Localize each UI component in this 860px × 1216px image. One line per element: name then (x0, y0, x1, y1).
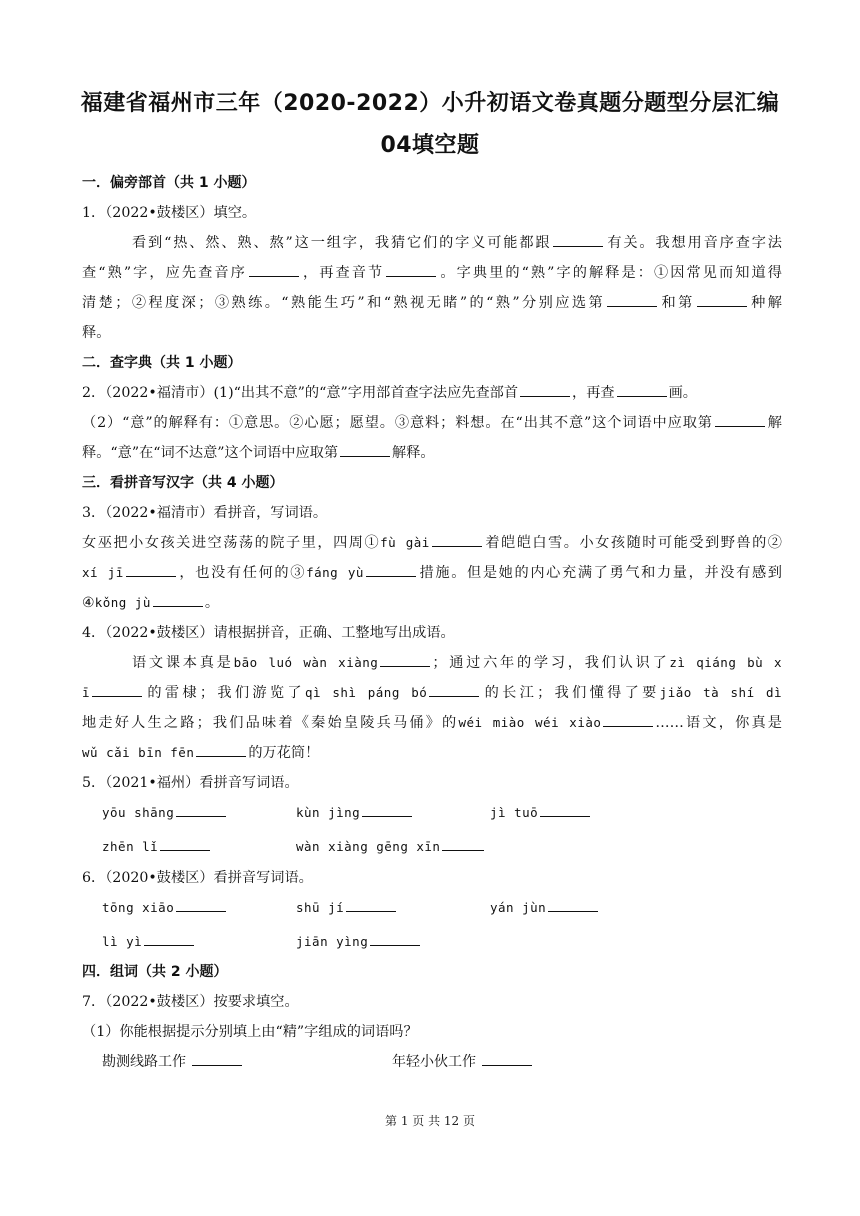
fill-blank[interactable] (520, 384, 570, 397)
q1-heading: 1．（2022•鼓楼区）填空。 (82, 205, 257, 221)
fill-blank[interactable] (366, 564, 416, 577)
q6-item: lì yì (102, 932, 196, 952)
fill-blank[interactable] (553, 234, 603, 247)
fill-blank[interactable] (192, 1053, 242, 1066)
fill-blank[interactable] (144, 933, 194, 946)
fill-blank[interactable] (548, 899, 598, 912)
fill-blank[interactable] (442, 838, 484, 851)
page-footer: 第 1 页 共 12 页 (385, 1114, 475, 1128)
doc-subtitle: 04填空题 (380, 133, 480, 158)
q4-line-3: 地走好人生之路；我们品味着《秦始皇陵兵马俑》的wéi miào wéi xiào ……语文，你真是 (82, 715, 782, 731)
fill-blank[interactable] (603, 714, 653, 727)
fill-blank[interactable] (432, 534, 482, 547)
q4-heading: 4．（2022•鼓楼区）请根据拼音，正确、工整地写出成语。 (82, 625, 455, 641)
section-heading-3: 三．看拼音写汉字（共 4 小题） (82, 475, 284, 491)
q6-item: yán jùn (490, 898, 600, 918)
q4-line-1: 语文课本真是bāo luó wàn xiàng ；通过六年的学习，我们认识了zì qiáng bù x (132, 655, 782, 671)
q5-item: kùn jìng (296, 803, 414, 823)
fill-blank[interactable] (697, 294, 747, 307)
q1-line-1: 看到“热、然、熟、熬”这一组字，我猜它们的字义可能都跟 有关。我想用音序查字法 (132, 235, 782, 251)
q5-item: wàn xiàng gēng xīn (296, 837, 486, 857)
fill-blank[interactable] (249, 264, 299, 277)
q5-item: yōu shāng (102, 803, 228, 823)
fill-blank[interactable] (429, 684, 479, 697)
q6-item: shū jí (296, 898, 398, 918)
q4-line-2: ī 的雷棣；我们游览了qì shì páng bó 的长江；我们懂得了要jiǎo tà shí dì (82, 685, 782, 701)
q1-line-4: 释。 (82, 325, 111, 341)
fill-blank[interactable] (386, 264, 436, 277)
fill-blank[interactable] (126, 564, 176, 577)
q2-line-2: （2）“意”的解释有：①意思。②心愿；愿望。③意料；料想。在“出其不意”这个词语中应取第 解 (82, 415, 782, 431)
q6-item: jiān yìng (296, 932, 422, 952)
fill-blank[interactable] (540, 804, 590, 817)
fill-blank[interactable] (176, 899, 226, 912)
q1-line-2: 查“熟”字，应先查音序 ，再查音节 。字典里的“熟”字的解释是：①因常见而知道得 (82, 265, 782, 281)
fill-blank[interactable] (617, 384, 667, 397)
q7-item: 年轻小伙工作 (392, 1052, 534, 1072)
section-heading-4: 四．组词（共 2 小题） (82, 964, 228, 980)
fill-blank[interactable] (346, 899, 396, 912)
fill-blank[interactable] (607, 294, 657, 307)
fill-blank[interactable] (176, 804, 226, 817)
section-heading-2: 二．查字典（共 1 小题） (82, 355, 242, 371)
q2-line-3: 释。“意”在“词不达意”这个词语中应取第 解释。 (82, 445, 435, 461)
fill-blank[interactable] (482, 1053, 532, 1066)
q2-line-1: 2．（2022•福清市）(1)“出其不意”的“意”字用部首查字法应先查部首 ，再查 画。 (82, 385, 697, 401)
doc-title: 福建省福州市三年（2020-2022）小升初语文卷真题分题型分层汇编 (80, 91, 780, 116)
fill-blank[interactable] (92, 684, 142, 697)
fill-blank[interactable] (380, 654, 430, 667)
fill-blank[interactable] (153, 594, 203, 607)
q7-item: 勘测线路工作 (102, 1052, 244, 1072)
q6-heading: 6．（2020•鼓楼区）看拼音写词语。 (82, 870, 313, 886)
q7-heading: 7．（2022•鼓楼区）按要求填空。 (82, 994, 299, 1010)
fill-blank[interactable] (370, 933, 420, 946)
fill-blank[interactable] (340, 444, 390, 457)
section-heading-1: 一．偏旁部首（共 1 小题） (82, 175, 256, 191)
q3-heading: 3．（2022•福清市）看拼音，写词语。 (82, 505, 328, 521)
fill-blank[interactable] (196, 744, 246, 757)
q1-line-3: 清楚；②程度深；③熟练。“熟能生巧”和“熟视无睹”的“熟”分别应选第 和第 种解 (82, 295, 782, 311)
q3-line-3: ④kǒng jù 。 (82, 595, 220, 611)
q5-heading: 5．（2021•福州）看拼音写词语。 (82, 775, 299, 791)
q7-subquestion: （1）你能根据提示分别填上由“精”字组成的词语吗？ (82, 1024, 418, 1040)
q6-item: tōng xiāo (102, 898, 228, 918)
fill-blank[interactable] (362, 804, 412, 817)
fill-blank[interactable] (160, 838, 210, 851)
q3-line-2: xí jī ，也没有任何的③fáng yù 措施。但是她的内心充满了勇气和力量，并没有感到 (82, 565, 782, 581)
q5-item: jì tuō (490, 803, 592, 823)
q3-line-1: 女巫把小女孩关进空荡荡的院子里，四周①fù gài 着皑皑白雪。小女孩随时可能受到野兽的② (82, 535, 782, 551)
q4-line-4: wǔ cǎi bīn fēn 的万花筒！ (82, 745, 320, 761)
fill-blank[interactable] (715, 414, 765, 427)
q5-item: zhēn lǐ (102, 837, 212, 857)
